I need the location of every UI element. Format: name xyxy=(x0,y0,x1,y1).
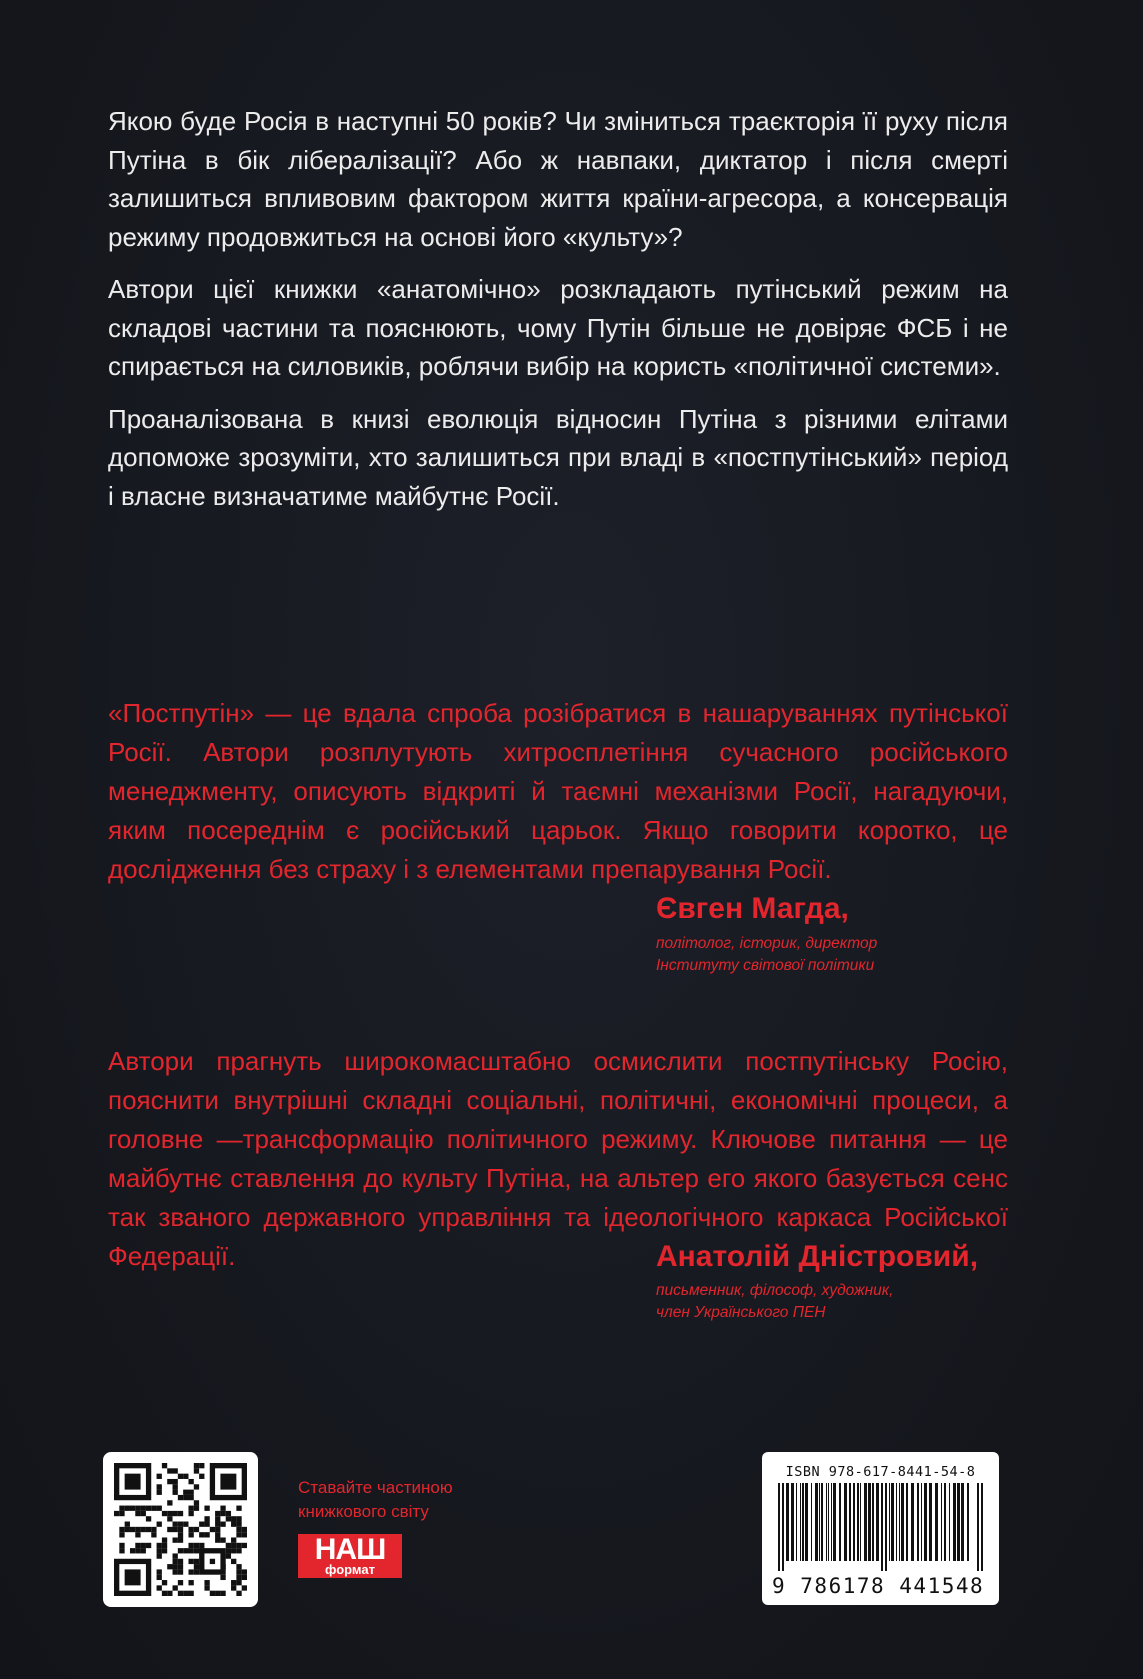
isbn-barcode xyxy=(762,1452,999,1605)
role-line: письменник, філософ, художник, xyxy=(656,1282,894,1299)
role-line: член Українського ПЕН xyxy=(656,1304,826,1321)
qr-code[interactable] xyxy=(103,1452,258,1607)
description-paragraph-3: Проаналізована в книзі еволюція відносин Путіна з різними елітами допоможе зрозуміти, хто залишиться при владі в «постпутінський» період і власне визначатиме майбутнє Росії. xyxy=(108,403,1008,511)
tagline-line: Ставайте частиною xyxy=(298,1478,453,1497)
isbn-text: ISBN 978-617-8441-54-8 xyxy=(785,1464,976,1480)
barcode-icon xyxy=(778,1483,983,1571)
role-line: політолог, історик, директор xyxy=(656,935,878,952)
review-quote-1: «Постпутін» — це вдала спроба розібратися в нашаруваннях путінської Росії. Автори розплутують хитросплетіння сучасного російського менеджменту, описують відкриті й таємні механізми Росії, нагадуючи, яким посереднім є російський царьок. Якщо говорити коротко, це дослідження без страху і з елементами препарування Росії. xyxy=(108,698,1008,884)
barcode-digits: 9 786178 441548 xyxy=(772,1574,985,1598)
review-author-2: Анатолій Дністровий, xyxy=(656,1240,979,1273)
review-author-1: Євген Магда, xyxy=(656,892,849,925)
book-description xyxy=(108,102,1008,529)
role-line: Інституту світової політики xyxy=(656,957,875,974)
description-paragraph-1: Якою буде Росія в наступні 50 років? Чи зміниться траєкторія її руху після Путіна в бік лібералізації? Або ж навпаки, диктатор і після смерті залишиться впливовим фактором життя країни-агресора, а консервація режиму продовжиться на основі його «культу»? xyxy=(108,106,1008,252)
review-quote-2: Автори прагнуть широкомасштабно осмислити постпутінську Росію, пояснити внутрішні складні соціальні, політичні, економічні процеси, а головне —трансформацію політичного режиму. Ключове питання — це майбутнє ставлення до культу Путіна, на альтер его якого базується сенс так званого державного управління та ідеологічного каркаса Російської Федерації. xyxy=(108,1046,1008,1271)
logo-word-1: НАШ xyxy=(314,1533,386,1566)
publisher-logo xyxy=(298,1534,402,1578)
qr-code-icon xyxy=(114,1463,247,1596)
publisher-tagline xyxy=(298,1476,453,1524)
review-author-2-role xyxy=(656,1280,893,1324)
description-paragraph-2: Автори цієї книжки «анатомічно» розкладають путінський режим на складові частини та пояснюють, чому Путін більше не довіряє ФСБ і не спирається на силовиків, роблячи вибір на користь «політичної системи». xyxy=(108,274,1008,381)
review-author-1-role xyxy=(656,933,877,977)
tagline-line: книжкового світу xyxy=(298,1502,429,1521)
logo-word-2: формат xyxy=(325,1562,375,1577)
